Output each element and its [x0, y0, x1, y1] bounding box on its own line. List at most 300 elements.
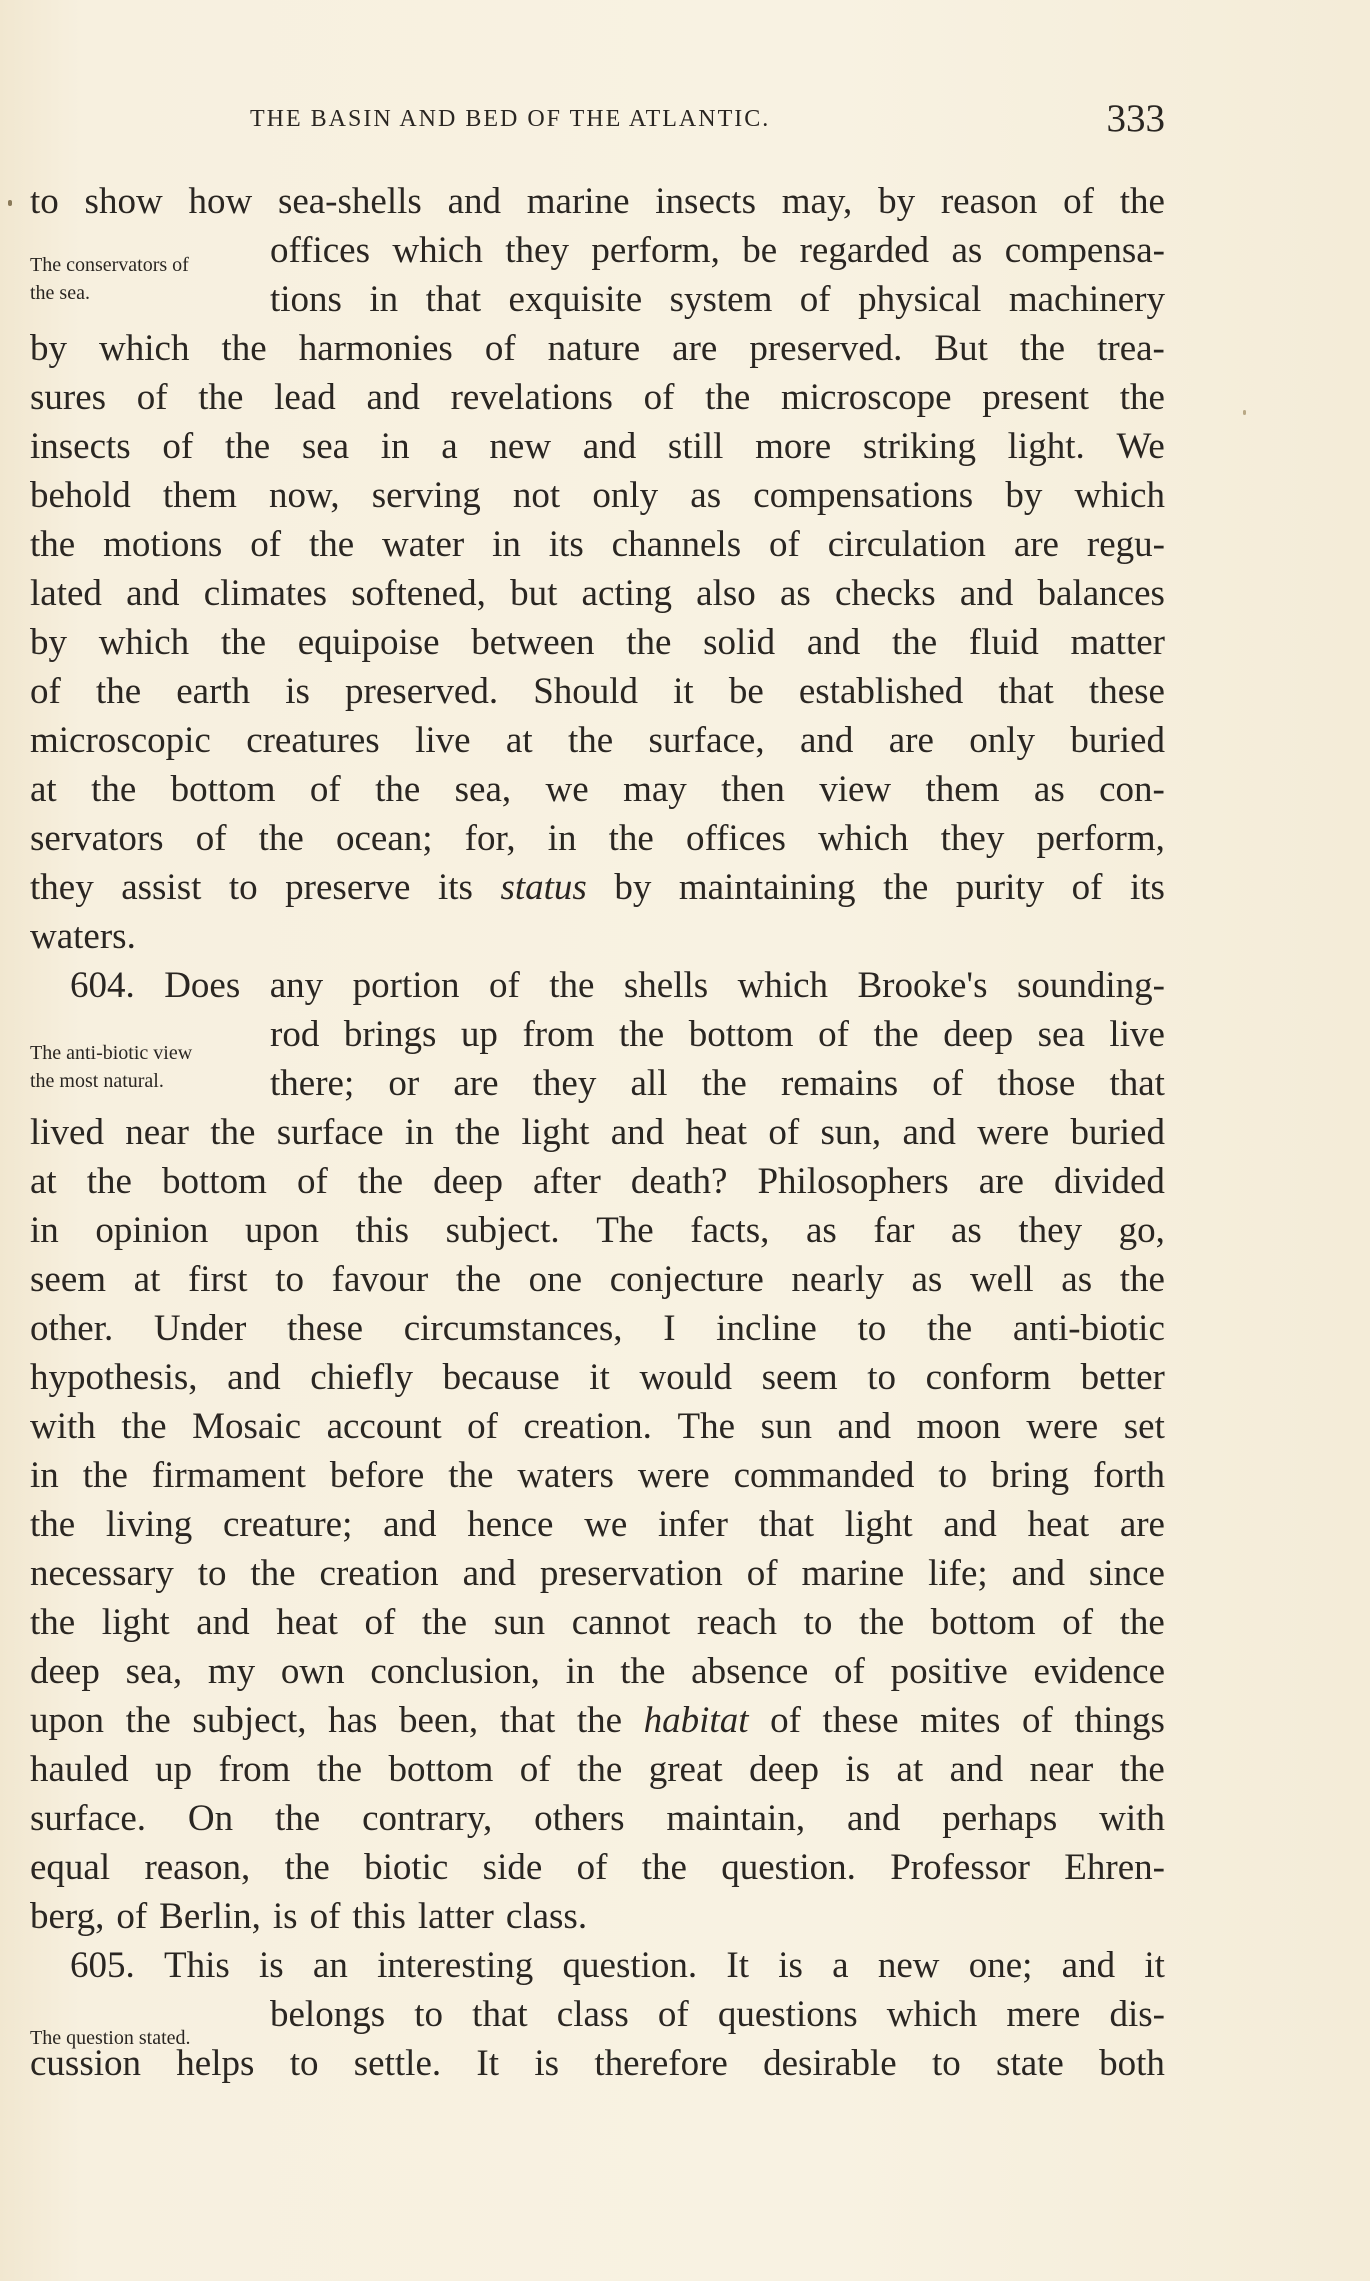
word: now, [269, 475, 340, 516]
word: habitat [643, 1700, 749, 1741]
word: the [121, 1406, 167, 1447]
word: questions [717, 1994, 858, 2035]
word: buried [1070, 720, 1165, 761]
word: sun, [820, 1112, 882, 1153]
word: and [837, 1406, 891, 1447]
word: the [221, 328, 267, 369]
word: others [534, 1798, 625, 1839]
word: and [447, 181, 501, 222]
margin-note: the most natural. [30, 1070, 164, 1092]
word: of [296, 1161, 328, 1202]
word: only [592, 475, 659, 516]
text-line [30, 866, 1165, 915]
text-line [30, 474, 1165, 523]
word: and [846, 1798, 901, 1839]
word: maintain, [666, 1798, 806, 1839]
word: the [641, 1847, 687, 1888]
word: the [308, 524, 355, 565]
word: the [357, 1161, 404, 1202]
word: marine [801, 1553, 905, 1594]
word: heat [685, 1112, 748, 1153]
word: helps [176, 2043, 255, 2084]
text-line [30, 1405, 1165, 1454]
word: these [287, 1308, 364, 1349]
word: things [1074, 1700, 1165, 1741]
text-line [30, 621, 1165, 670]
word: commanded [733, 1455, 915, 1496]
word: Philosophers [757, 1161, 949, 1202]
text-line [30, 670, 1165, 719]
word: also [696, 573, 756, 614]
word: therefore [594, 2043, 728, 2084]
word: for, [464, 818, 516, 859]
running-title: THE BASIN AND BED OF THE ATLANTIC. [250, 106, 771, 132]
word: the [210, 1112, 256, 1153]
word: it [673, 671, 694, 712]
word: servators [30, 818, 164, 859]
word: motions [103, 524, 223, 565]
word: are [672, 328, 718, 369]
word: sun [493, 1602, 546, 1643]
text-line [30, 1895, 1165, 1944]
word: is [272, 1896, 298, 1937]
word: cannot [571, 1602, 671, 1643]
text-line [270, 1993, 1165, 2042]
word: it [1144, 1945, 1165, 1986]
word: subject. [445, 1210, 560, 1251]
word: the [91, 769, 137, 810]
word: to [30, 181, 59, 222]
word: own [280, 1651, 345, 1692]
word: 605. [70, 1945, 135, 1986]
word: new [489, 426, 552, 467]
word: and [196, 1602, 250, 1643]
text-line [30, 425, 1165, 474]
word: of [484, 328, 516, 369]
word: to [414, 1994, 444, 2035]
word: and [959, 573, 1014, 614]
word: view [819, 769, 892, 810]
word: of [770, 1700, 801, 1741]
word: that [472, 1994, 528, 2035]
word: the [316, 1749, 363, 1790]
word: matter [1070, 622, 1165, 663]
text-line [30, 376, 1165, 425]
word: the [125, 1700, 171, 1741]
word: equipoise [297, 622, 440, 663]
text-line [30, 1454, 1165, 1503]
word: hypothesis, [30, 1357, 198, 1398]
word: as [911, 1259, 943, 1300]
word: conform [925, 1357, 1052, 1398]
word: and [383, 1504, 437, 1545]
word: creation [319, 1553, 439, 1594]
word: offices [270, 230, 370, 271]
word: moon [916, 1406, 1001, 1447]
word: deep [433, 1161, 503, 1202]
word: interesting [377, 1945, 534, 1986]
word: trea- [1097, 328, 1165, 369]
word: equal [30, 1847, 111, 1888]
word: at [505, 720, 533, 761]
word: and [126, 573, 180, 614]
word: perform, [1036, 818, 1165, 859]
word: as [1061, 1259, 1093, 1300]
word: in [492, 524, 521, 565]
word: to [938, 1455, 968, 1496]
word: deep [749, 1749, 819, 1790]
word: desirable [763, 2043, 897, 2084]
word: balances [1037, 573, 1165, 614]
word: we [584, 1504, 628, 1545]
word: creature; [222, 1504, 353, 1545]
page-number: 333 [1106, 97, 1165, 140]
word: circumstances, [403, 1308, 623, 1349]
word: question. [562, 1945, 698, 1986]
word: lived [30, 1112, 104, 1153]
word: regarded [799, 230, 930, 271]
word: insects [30, 426, 131, 467]
word: bottom [170, 769, 276, 810]
word: as [805, 1210, 837, 1251]
word: reach [696, 1602, 778, 1643]
word: settle. [353, 2043, 442, 2084]
word: first [187, 1259, 248, 1300]
text-line [30, 817, 1165, 866]
word: present [982, 377, 1090, 418]
word: circulation [827, 524, 986, 565]
word: of [467, 1406, 498, 1447]
word: set [1123, 1406, 1165, 1447]
word: and [582, 426, 637, 467]
word: in [380, 426, 410, 467]
word: up [460, 1014, 498, 1055]
word: seem [761, 1357, 838, 1398]
word: tions [270, 279, 342, 320]
word: living [105, 1504, 193, 1545]
word: by [30, 622, 67, 663]
text-line [30, 1307, 1165, 1356]
word: all [630, 1063, 668, 1104]
word: the [873, 1014, 919, 1055]
word: live [1109, 1014, 1165, 1055]
text-line [270, 229, 1165, 278]
word: positive [890, 1651, 1008, 1692]
word: of [136, 377, 168, 418]
word: to [197, 1553, 227, 1594]
word: by [1005, 475, 1043, 516]
word: conjecture [609, 1259, 764, 1300]
word: fluid [968, 622, 1039, 663]
word: from [522, 1014, 595, 1055]
word: the [224, 426, 271, 467]
word: hence [467, 1504, 554, 1545]
word: shells [623, 965, 709, 1006]
word: they [1018, 1210, 1083, 1251]
word: the [1119, 181, 1165, 222]
word: the [608, 818, 654, 859]
word: waters. [30, 916, 136, 957]
word: those [997, 1063, 1076, 1104]
word: preserve [285, 867, 411, 908]
word: lated [30, 573, 102, 614]
word: necessary [30, 1553, 174, 1594]
word: better [1080, 1357, 1165, 1398]
word: be [728, 671, 764, 712]
ink-speck [8, 200, 12, 206]
word: the [198, 377, 244, 418]
text-line [30, 180, 1165, 229]
text-line [270, 278, 1165, 327]
word: Under [153, 1308, 247, 1349]
word: heat [276, 1602, 338, 1643]
word: state [996, 2043, 1064, 2084]
word: opinion [95, 1210, 209, 1251]
word: harmonies [298, 328, 453, 369]
word: of [195, 818, 227, 859]
word: is [259, 1945, 284, 1986]
word: the [82, 1455, 128, 1496]
word: The [677, 1406, 736, 1447]
word: But [934, 328, 988, 369]
word: and [462, 1553, 517, 1594]
word: creation. [523, 1406, 652, 1447]
word: and [943, 1504, 997, 1545]
word: side [482, 1847, 543, 1888]
word: far [873, 1210, 915, 1251]
word: life; [928, 1553, 988, 1594]
word: Should [533, 671, 639, 712]
word: the [705, 377, 751, 418]
word: nearly [791, 1259, 884, 1300]
margin-note: The conservators of [30, 254, 189, 276]
word: cussion [30, 2043, 141, 2084]
word: offices [685, 818, 786, 859]
word: to [275, 1259, 304, 1300]
word: favour [331, 1259, 429, 1300]
body-text [30, 180, 1165, 2260]
text-line [30, 1209, 1165, 1258]
word: the [455, 1259, 502, 1300]
word: solid [703, 622, 776, 663]
word: On [187, 1798, 234, 1839]
word: of [576, 1847, 608, 1888]
word: Does [164, 965, 241, 1006]
word: the [1119, 377, 1165, 418]
word: in [547, 818, 577, 859]
word: The [596, 1210, 654, 1251]
word: the [250, 1553, 296, 1594]
word: more [755, 426, 832, 467]
word: would [639, 1357, 732, 1398]
word: rod [270, 1014, 320, 1055]
ink-speck [1243, 410, 1246, 415]
word: chiefly [310, 1357, 413, 1398]
text-line [30, 1748, 1165, 1797]
word: and [799, 720, 854, 761]
word: brings [343, 1014, 437, 1055]
text-line [30, 768, 1165, 817]
word: of [250, 524, 282, 565]
word: of [834, 1651, 865, 1692]
word: of [1071, 867, 1103, 908]
word: sea [301, 426, 350, 467]
word: are [1013, 524, 1059, 565]
word: earth [176, 671, 251, 712]
word: the [95, 671, 142, 712]
page-header [250, 96, 1165, 146]
text-line [270, 1013, 1165, 1062]
word: established [798, 671, 964, 712]
word: climates [203, 573, 328, 614]
word: to [289, 2043, 319, 2084]
word: system [669, 279, 773, 320]
word: bottom [688, 1014, 794, 1055]
word: ocean; [335, 818, 433, 859]
word: with [30, 1406, 96, 1447]
word: contrary, [362, 1798, 493, 1839]
word: the [258, 818, 304, 859]
word: of [162, 426, 194, 467]
word: live [415, 720, 471, 761]
word: acting [581, 573, 672, 614]
word: facts, [690, 1210, 770, 1251]
word: surface [276, 1112, 384, 1153]
word: bottom [162, 1161, 267, 1202]
word: that [758, 1504, 815, 1545]
word: It [726, 1945, 749, 1986]
word: be [742, 230, 778, 271]
word: this [352, 1896, 406, 1937]
word: that [1109, 1063, 1165, 1104]
word: to [931, 2043, 961, 2084]
word: that [425, 279, 482, 320]
word: regu- [1086, 524, 1165, 565]
word: and [949, 1749, 1004, 1790]
text-line [70, 1944, 1165, 1993]
word: surface. [30, 1798, 147, 1839]
word: the [926, 1308, 973, 1349]
word: as [950, 1210, 982, 1251]
word: are [888, 720, 934, 761]
word: the [30, 524, 76, 565]
word: may, [781, 181, 853, 222]
word: an [312, 1945, 348, 1986]
word: reason, [144, 1847, 251, 1888]
text-line [30, 1846, 1165, 1895]
word: these [1088, 671, 1165, 712]
word: class. [505, 1896, 588, 1937]
word: preservation [539, 1553, 723, 1594]
word: forth [1093, 1455, 1165, 1496]
word: We [1116, 426, 1165, 467]
word: which [99, 328, 190, 369]
word: which [818, 818, 909, 859]
word: are [978, 1161, 1024, 1202]
margin-note: The question stated. [30, 2027, 191, 2049]
word: at [133, 1259, 161, 1300]
word: Berlin, [159, 1896, 261, 1937]
word: class [556, 1994, 629, 2035]
text-line [30, 1160, 1165, 1209]
word: to [857, 1308, 887, 1349]
word: of [1021, 1700, 1053, 1741]
word: reason [940, 181, 1038, 222]
word: bring [991, 1455, 1070, 1496]
word: since [1088, 1553, 1165, 1594]
word: them [162, 475, 237, 516]
word: mites [920, 1700, 1001, 1741]
word: of [657, 1994, 689, 2035]
word: of [746, 1553, 778, 1594]
word: its [1129, 867, 1165, 908]
word: anti-biotic [1012, 1308, 1165, 1349]
text-line [30, 1111, 1165, 1160]
word: and [1011, 1553, 1066, 1594]
word: they [30, 867, 94, 908]
word: which [98, 622, 190, 663]
word: then [721, 769, 785, 810]
word: the [567, 720, 614, 761]
word: waters [517, 1455, 614, 1496]
word: sun [760, 1406, 812, 1447]
word: latter [417, 1896, 494, 1937]
word: of [1062, 1602, 1094, 1643]
word: of [488, 965, 520, 1006]
word: and [610, 1112, 665, 1153]
word: been, [399, 1700, 479, 1741]
word: that [499, 1700, 556, 1741]
text-line [30, 1601, 1165, 1650]
word: physical [858, 279, 982, 320]
word: compensations [753, 475, 974, 516]
margin-note: the sea. [30, 282, 90, 304]
word: sea, [454, 769, 512, 810]
word: the [618, 1014, 665, 1055]
word: belongs [270, 1994, 386, 2035]
word: which [737, 965, 829, 1006]
word: its [437, 867, 473, 908]
word: are [453, 1063, 499, 1104]
word: compensa- [1004, 230, 1165, 271]
word: microscopic [30, 720, 211, 761]
word: behold [30, 475, 131, 516]
word: still [667, 426, 724, 467]
word: one; [968, 1945, 1033, 1986]
word: the [448, 1455, 494, 1496]
word: which [392, 230, 483, 271]
word: near [1029, 1749, 1094, 1790]
word: near [125, 1112, 189, 1153]
word: microscope [781, 377, 952, 418]
word: that [998, 671, 1054, 712]
word: in [30, 1455, 59, 1496]
word: sures [30, 377, 107, 418]
word: the [275, 1798, 321, 1839]
word: my [207, 1651, 256, 1692]
word: between [471, 622, 595, 663]
word: is [778, 1945, 803, 1986]
word: upon [244, 1210, 319, 1251]
word: which [886, 1994, 978, 2035]
word: of [932, 1063, 964, 1104]
word: conclusion, [370, 1651, 540, 1692]
text-line [30, 1258, 1165, 1307]
word: by [30, 328, 67, 369]
word: show [84, 181, 163, 222]
word: after [533, 1161, 601, 1202]
word: is [845, 1749, 871, 1790]
